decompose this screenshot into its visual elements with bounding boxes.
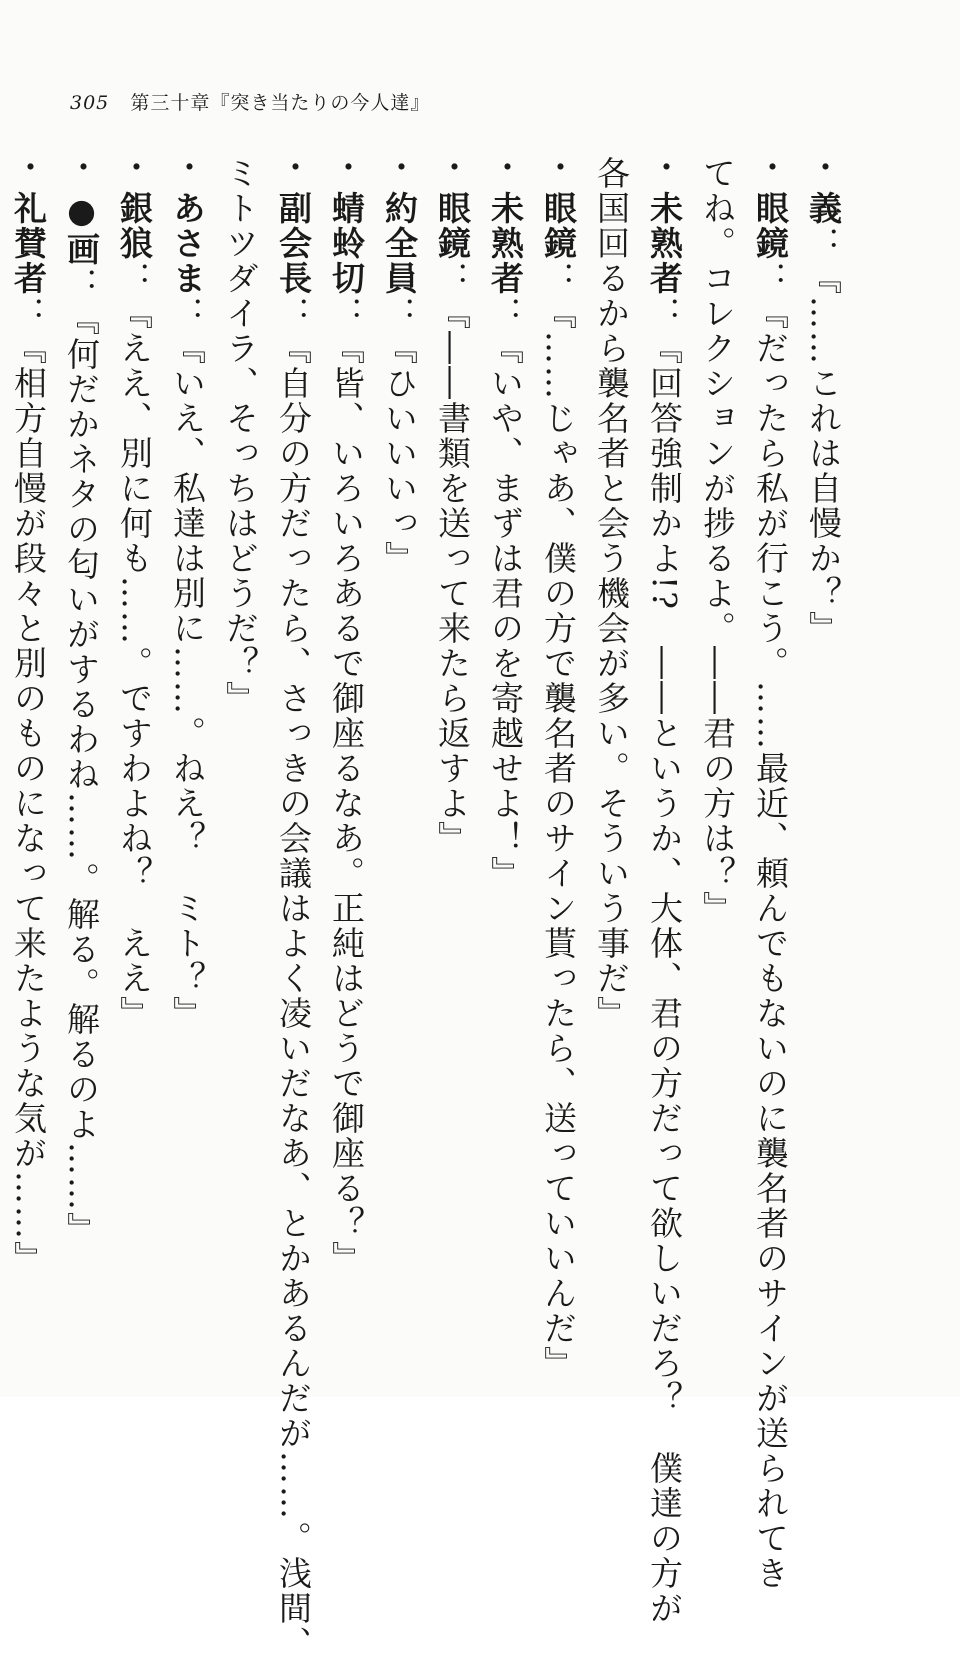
speaker-separator: ： [9, 296, 48, 331]
vertical-text-block [9, 150, 850, 1661]
line-bullet: ・ [433, 150, 472, 185]
speaker-name: 眼鏡 [751, 191, 790, 261]
line-bullet: ・ [168, 150, 207, 185]
speech-text: てね。コレクションが捗るよ。――君の方は？』 [698, 156, 737, 926]
text-line [691, 150, 744, 1350]
speaker-name: 副会長 [274, 191, 313, 296]
speaker-separator: ： [380, 296, 419, 331]
speech-text: 『皆、いろいろあるで御座るなあ。正純はどうで御座る？』 [327, 331, 366, 1276]
speech-text: ミトツダイラ、そっちはどうだ？』 [221, 156, 260, 716]
text-line [320, 150, 373, 1350]
line-bullet: ・ [751, 150, 790, 185]
speaker-separator: ： [751, 261, 790, 296]
page-number: 305 [70, 92, 110, 114]
text-line [638, 150, 691, 1626]
text-line [479, 150, 532, 1350]
line-bullet: ・ [62, 150, 101, 185]
speech-text: 『――書類を送って来たら返すよ』 [433, 296, 472, 856]
speech-text: 『いえ、私達は別に……。ねえ？ ミト？』 [168, 331, 207, 1031]
line-bullet: ・ [274, 150, 313, 185]
line-bullet: ・ [539, 150, 578, 185]
speech-text: 『自分の方だったら、さっきの会議はよく凌いだなあ、とかあるんだが……。浅間、 [274, 331, 313, 1661]
speaker-separator: ： [804, 226, 843, 261]
speaker-separator: ： [433, 261, 472, 296]
speaker-separator: ： [486, 296, 525, 331]
line-bullet: ・ [380, 150, 419, 185]
speaker-name: 未熟者 [645, 191, 684, 296]
speaker-separator: ： [645, 296, 684, 331]
line-bullet: ・ [804, 150, 843, 185]
speech-text: 『回答強制かよ!? ――というか、大体、君の方だって欲しいだろ？ 僕達の方が [645, 331, 684, 1626]
speaker-name: 礼賛者 [9, 191, 48, 296]
speaker-separator: ： [327, 296, 366, 331]
text-line [108, 150, 161, 1350]
speech-text: 『相方自慢が段々と別のものになって来たような気が……』 [9, 331, 48, 1276]
speaker-separator: ： [168, 296, 207, 331]
text-line [373, 150, 426, 1350]
line-bullet: ・ [115, 150, 154, 185]
speaker-separator: ： [539, 261, 578, 296]
text-line [797, 150, 850, 1350]
text-line [585, 150, 638, 1350]
page-header [70, 88, 430, 115]
chapter-title: 第三十章『突き当たりの今人達』 [130, 92, 431, 114]
speaker-name: あさま [168, 191, 207, 296]
speaker-name: 銀狼 [115, 191, 154, 261]
speaker-name: 義 [804, 191, 843, 226]
speech-text: 『ええ、別に何も……。ですわよね？ ええ』 [115, 296, 154, 1031]
text-line [426, 150, 479, 1350]
speech-text: 『何だかネタの匂いがするわね……。解る。解るのよ……』 [62, 302, 101, 1247]
speech-text: 『いや、まずは君のを寄越せよ！』 [486, 331, 525, 891]
speaker-name: 眼鏡 [539, 191, 578, 261]
text-line [161, 150, 214, 1350]
text-line [55, 150, 108, 1350]
speaker-separator: ： [62, 267, 101, 302]
speaker-name: 蜻蛉切 [327, 191, 366, 296]
speaker-name: 未熟者 [486, 191, 525, 296]
line-bullet: ・ [327, 150, 366, 185]
text-line [267, 150, 320, 1661]
speaker-name: 眼鏡 [433, 191, 472, 261]
speech-text: 『……これは自慢か？』 [804, 261, 843, 646]
speech-text: 『だったら私が行こう。……最近、頼んでもないのに襲名者のサインが送られてき [751, 296, 790, 1591]
speaker-name: 約全員 [380, 191, 419, 296]
text-line [744, 150, 797, 1591]
text-line [214, 150, 267, 1350]
speaker-separator: ： [274, 296, 313, 331]
text-line [2, 150, 55, 1350]
speaker-separator: ： [115, 261, 154, 296]
line-bullet: ・ [486, 150, 525, 185]
speech-text: 各国回るから襲名者と会う機会が多い。そういう事だ』 [592, 156, 631, 1031]
speech-text: 『ひいいいっ』 [380, 331, 419, 576]
speaker-name: ●画 [62, 191, 101, 267]
line-bullet: ・ [9, 150, 48, 185]
line-bullet: ・ [645, 150, 684, 185]
text-line [532, 150, 585, 1381]
speech-text: 『……じゃあ、僕の方で襲名者のサイン貰ったら、送っていいんだ』 [539, 296, 578, 1381]
